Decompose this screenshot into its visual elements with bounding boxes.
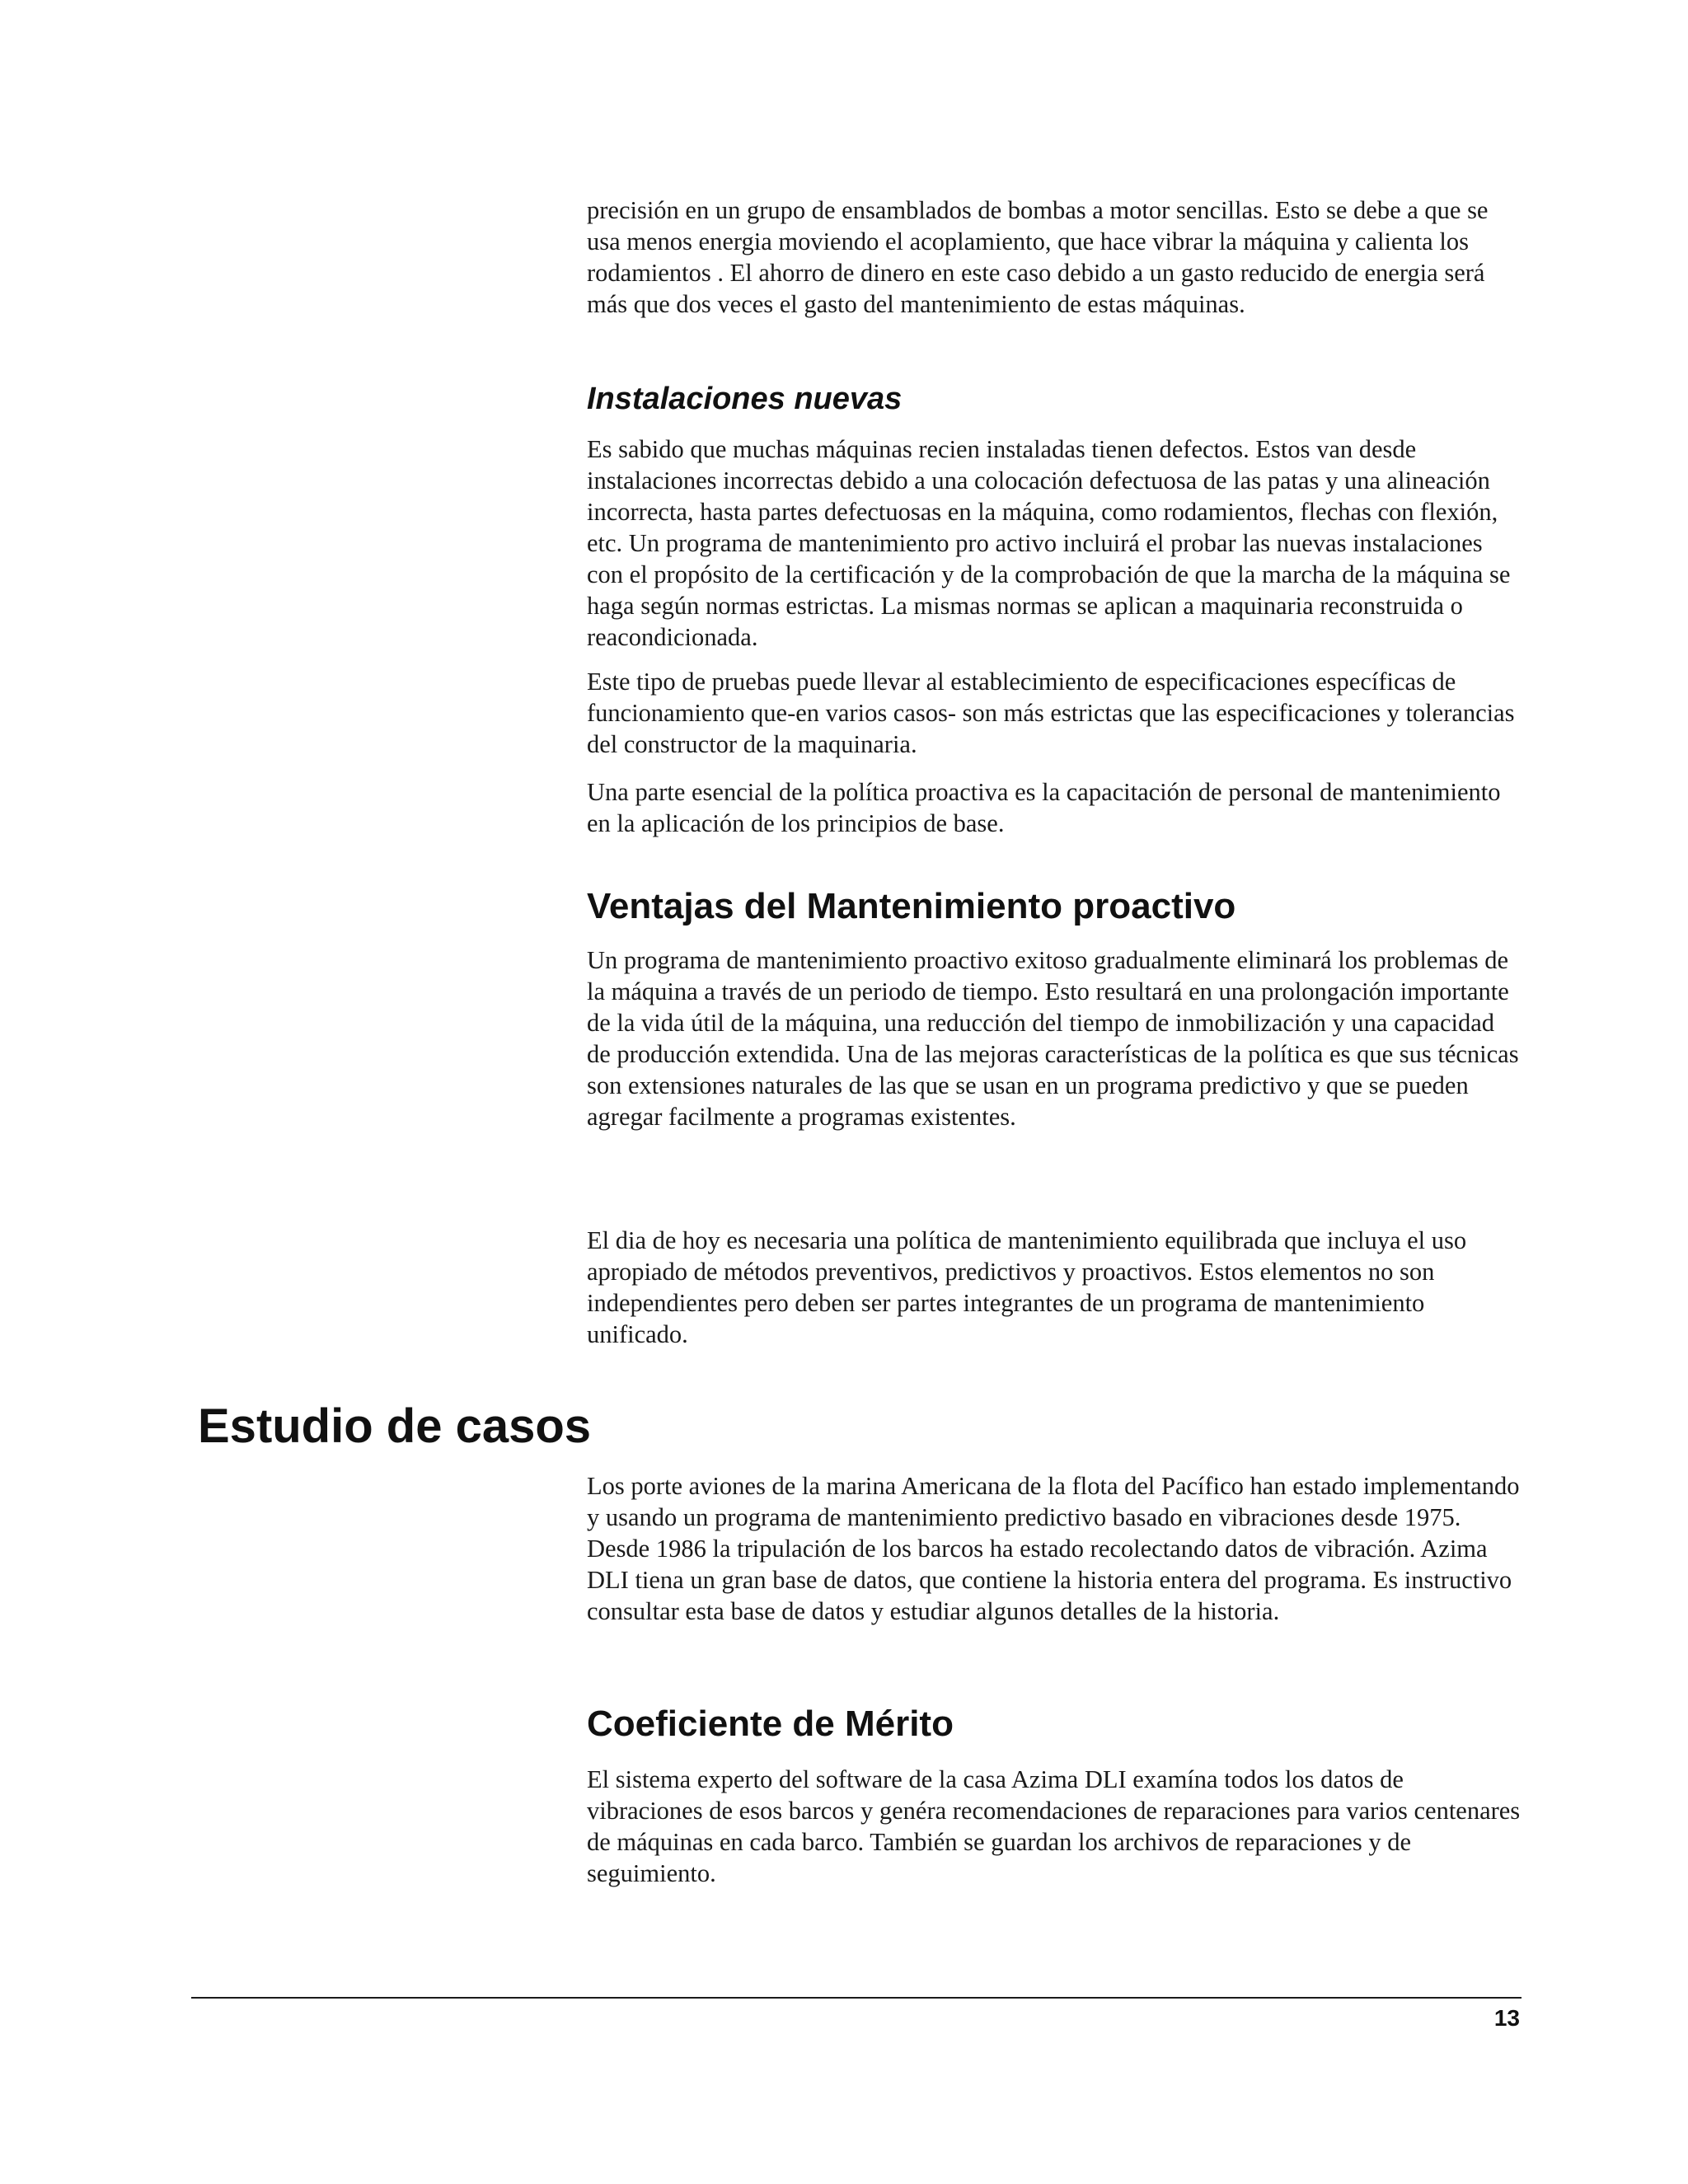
intro-paragraph: precisión en un grupo de ensamblados de bombas a motor sencillas. Esto se debe a que se usa menos energia moviendo el acoplamiento, que hace vibrar la máquina y calienta los rodamientos . El ahorro de dinero en este caso debido a un gasto reducido de energia será más que dos veces el gasto del mantenimiento de estas máquinas. xyxy=(587,196,1489,318)
coeficiente-paragraph: El sistema experto del software de la casa Azima DLI examína todos los datos de vibraciones de esos barcos y genéra recomendaciones de reparaciones para varios centenares de máquinas en cada barco. También se guardan los archivos de reparaciones y de seguimiento. xyxy=(587,1765,1521,1887)
intro-paragraph-block xyxy=(587,194,1522,320)
page-number: 13 xyxy=(1493,2005,1520,2031)
heading-coeficiente-de-merito: Coeficiente de Mérito xyxy=(587,1704,954,1744)
estudio-paragraph: Los porte aviones de la marina Americana de la flota del Pacífico han estado implementando y usando un programa de mantenimiento predictivo basado en vibraciones desde 1975. Desde 1986 la tripulación de los barcos ha estado recolectando datos de vibración. Azima DLI tiena un gran base de datos, que contiene la historia entera del programa. Es instructivo consultar esta base de datos y estudiar algunos detalles de la historia. xyxy=(587,1472,1520,1625)
heading-estudio-de-casos: Estudio de casos xyxy=(198,1399,592,1453)
instalaciones-section-3 xyxy=(587,776,1522,839)
heading-ventajas: Ventajas del Mantenimiento proactivo xyxy=(587,886,1236,926)
ventajas-paragraph-2: El dia de hoy es necesaria una política de mantenimiento equilibrada que incluya el uso apropiado de métodos preventivos, predictivos y proactivos. Estos elementos no son independientes pero deben ser partes integrantes de un programa de mantenimiento unificado. xyxy=(587,1226,1467,1348)
ventajas-section-2 xyxy=(587,1225,1522,1350)
instalaciones-section-2 xyxy=(587,666,1522,760)
instalaciones-paragraph-2: Este tipo de pruebas puede llevar al establecimiento de especificaciones específicas de funcionamiento que-en varios casos- son más estrictas que las especificaciones y tolerancias del constructor de la maquinaria. xyxy=(587,668,1515,758)
estudio-section xyxy=(587,1470,1522,1627)
instalaciones-paragraph-3: Una parte esencial de la política proactiva es la capacitación de personal de mantenimiento en la aplicación de los principios de base. xyxy=(587,778,1501,837)
coeficiente-section xyxy=(587,1764,1522,1889)
instalaciones-paragraph-1: Es sabido que muchas máquinas recien instaladas tienen defectos. Estos van desde instalaciones incorrectas debido a una colocación defectuosa de las patas y una alineación incorrecta, hasta partes defectuosas en la máquina, como rodamientos, flechas con flexión, etc. Un programa de mantenimiento pro activo incluirá el probar las nuevas instalaciones con el propósito de la certificación y de la comprobación de que la marcha de la máquina se haga según normas estrictas. La mismas normas se aplican a maquinaria reconstruida o reacondicionada. xyxy=(587,435,1511,651)
instalaciones-section xyxy=(587,434,1522,653)
ventajas-paragraph-1: Un programa de mantenimiento proactivo exitoso gradualmente eliminará los problemas de la máquina a través de un periodo de tiempo. Esto resultará en una prolongación importante de la vida útil de la máquina, una reducción del tiempo de inmobilización y una capacidad de producción extendida. Una de las mejoras características de la política es que sus técnicas son extensiones naturales de las que se usan en un programa predictivo y que se pueden agregar facilmente a programas existentes. xyxy=(587,946,1519,1131)
ventajas-section xyxy=(587,944,1522,1132)
heading-instalaciones-nuevas: Instalaciones nuevas xyxy=(587,382,903,416)
footer-divider xyxy=(191,1997,1522,1999)
